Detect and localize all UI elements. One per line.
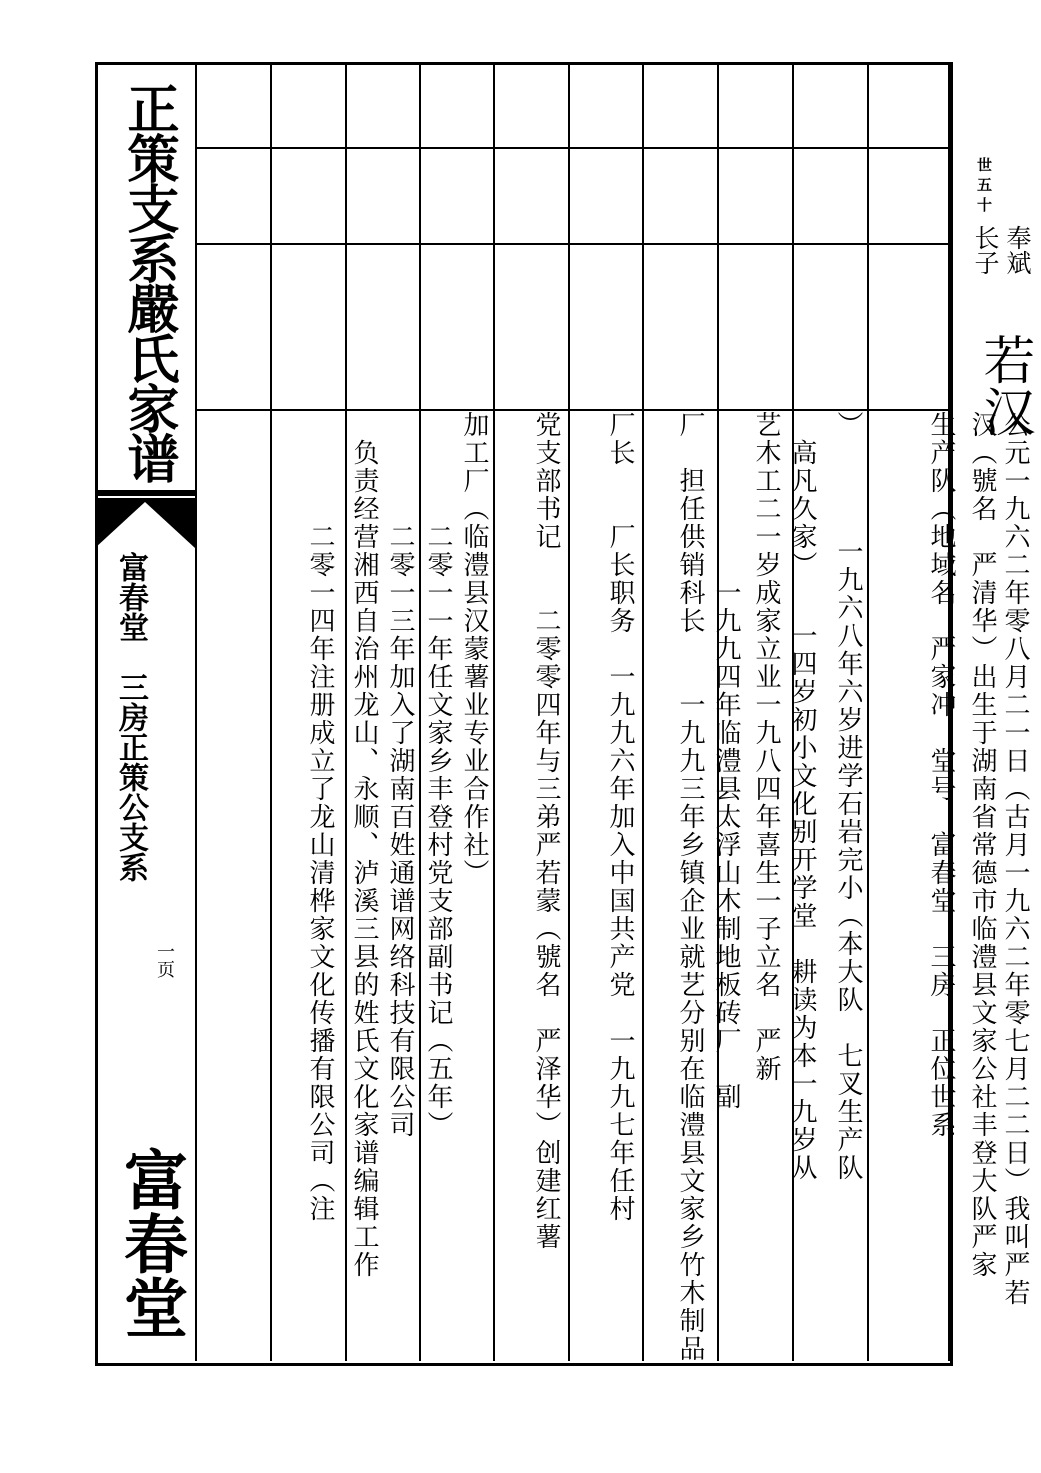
biography-line: 加工厂（临澧县汉蒙薯业专业合作社） bbox=[459, 411, 489, 887]
column-divider bbox=[270, 65, 272, 1361]
father-name: 奉斌 bbox=[1003, 225, 1032, 275]
biography-line: 负责经营湘西自治州龙山、永顺、泸溪三县的姓氏文化家谱编辑工作 bbox=[349, 411, 379, 1279]
birth-order: 长子 bbox=[971, 225, 1000, 275]
biography-line: 汉（號名 严清华）出生于湖南省常德市临澧县文家公社丰登大队严家 bbox=[967, 411, 997, 1279]
biography-line: 二零一一年任文家乡丰登村党支部副书记（五年） bbox=[423, 411, 453, 1139]
biography-line: 艺木工二一岁成家立业一九八四年喜生一子立名 严新 bbox=[751, 411, 781, 1083]
biography-line: 厂长 厂长职务 一九九六年加入中国共产党 一九九七年任村 bbox=[605, 411, 635, 1223]
page-number: 一页 bbox=[154, 942, 175, 978]
spine-subtitle: 富春堂 三房正策公支系 bbox=[113, 552, 148, 882]
biography-line: 高凡久家） 一四岁初小文化别开学堂 耕读为本一九岁从 bbox=[787, 411, 817, 1182]
spine-divider-ornament-icon bbox=[95, 490, 195, 550]
spine-title: 正策支系嚴氏家谱 bbox=[118, 82, 179, 482]
generation-number: 世五十 bbox=[977, 156, 993, 214]
biography-line: 生产队（地域名 严家冲 堂号 富春堂 三房 正位世系 bbox=[926, 411, 956, 1139]
column-divider bbox=[493, 65, 495, 1361]
biography-line: 一九九四年临澧县太浮山木制地板砖厂 副 bbox=[711, 411, 741, 1111]
biography-line: 党支部书记 二零零四年与三弟严若蒙（號名 严泽华）创建红薯 bbox=[531, 411, 561, 1251]
column-divider bbox=[867, 65, 869, 1361]
biography-line: 厂 担任供销科长 一九九三年乡镇企业就艺分别在临澧县文家乡竹木制品 bbox=[675, 411, 705, 1363]
spine-brand: 富春堂 bbox=[113, 1147, 188, 1339]
record-grid bbox=[195, 65, 1034, 1363]
genealogy-page bbox=[95, 62, 1034, 1368]
spine-column bbox=[95, 62, 195, 1366]
biography-line: 二零一四年注册成立了龙山清桦家文化传播有限公司（注 bbox=[305, 411, 335, 1223]
column-divider bbox=[568, 65, 570, 1361]
biography-line: 二零一三年加入了湖南百姓通谱网络科技有限公司 bbox=[385, 411, 415, 1139]
row-divider bbox=[195, 147, 950, 149]
column-divider bbox=[642, 65, 644, 1361]
biography-line: ） 一九六八年六岁进学石岩完小（本大队 七叉生产队 bbox=[833, 411, 863, 1182]
person-name: 若汉 bbox=[974, 333, 1034, 437]
biography-line: 公元一九六二年零八月二一日（古月一九六二年零七月二二日）我叫严若 bbox=[1000, 411, 1030, 1307]
row-divider bbox=[195, 243, 950, 245]
